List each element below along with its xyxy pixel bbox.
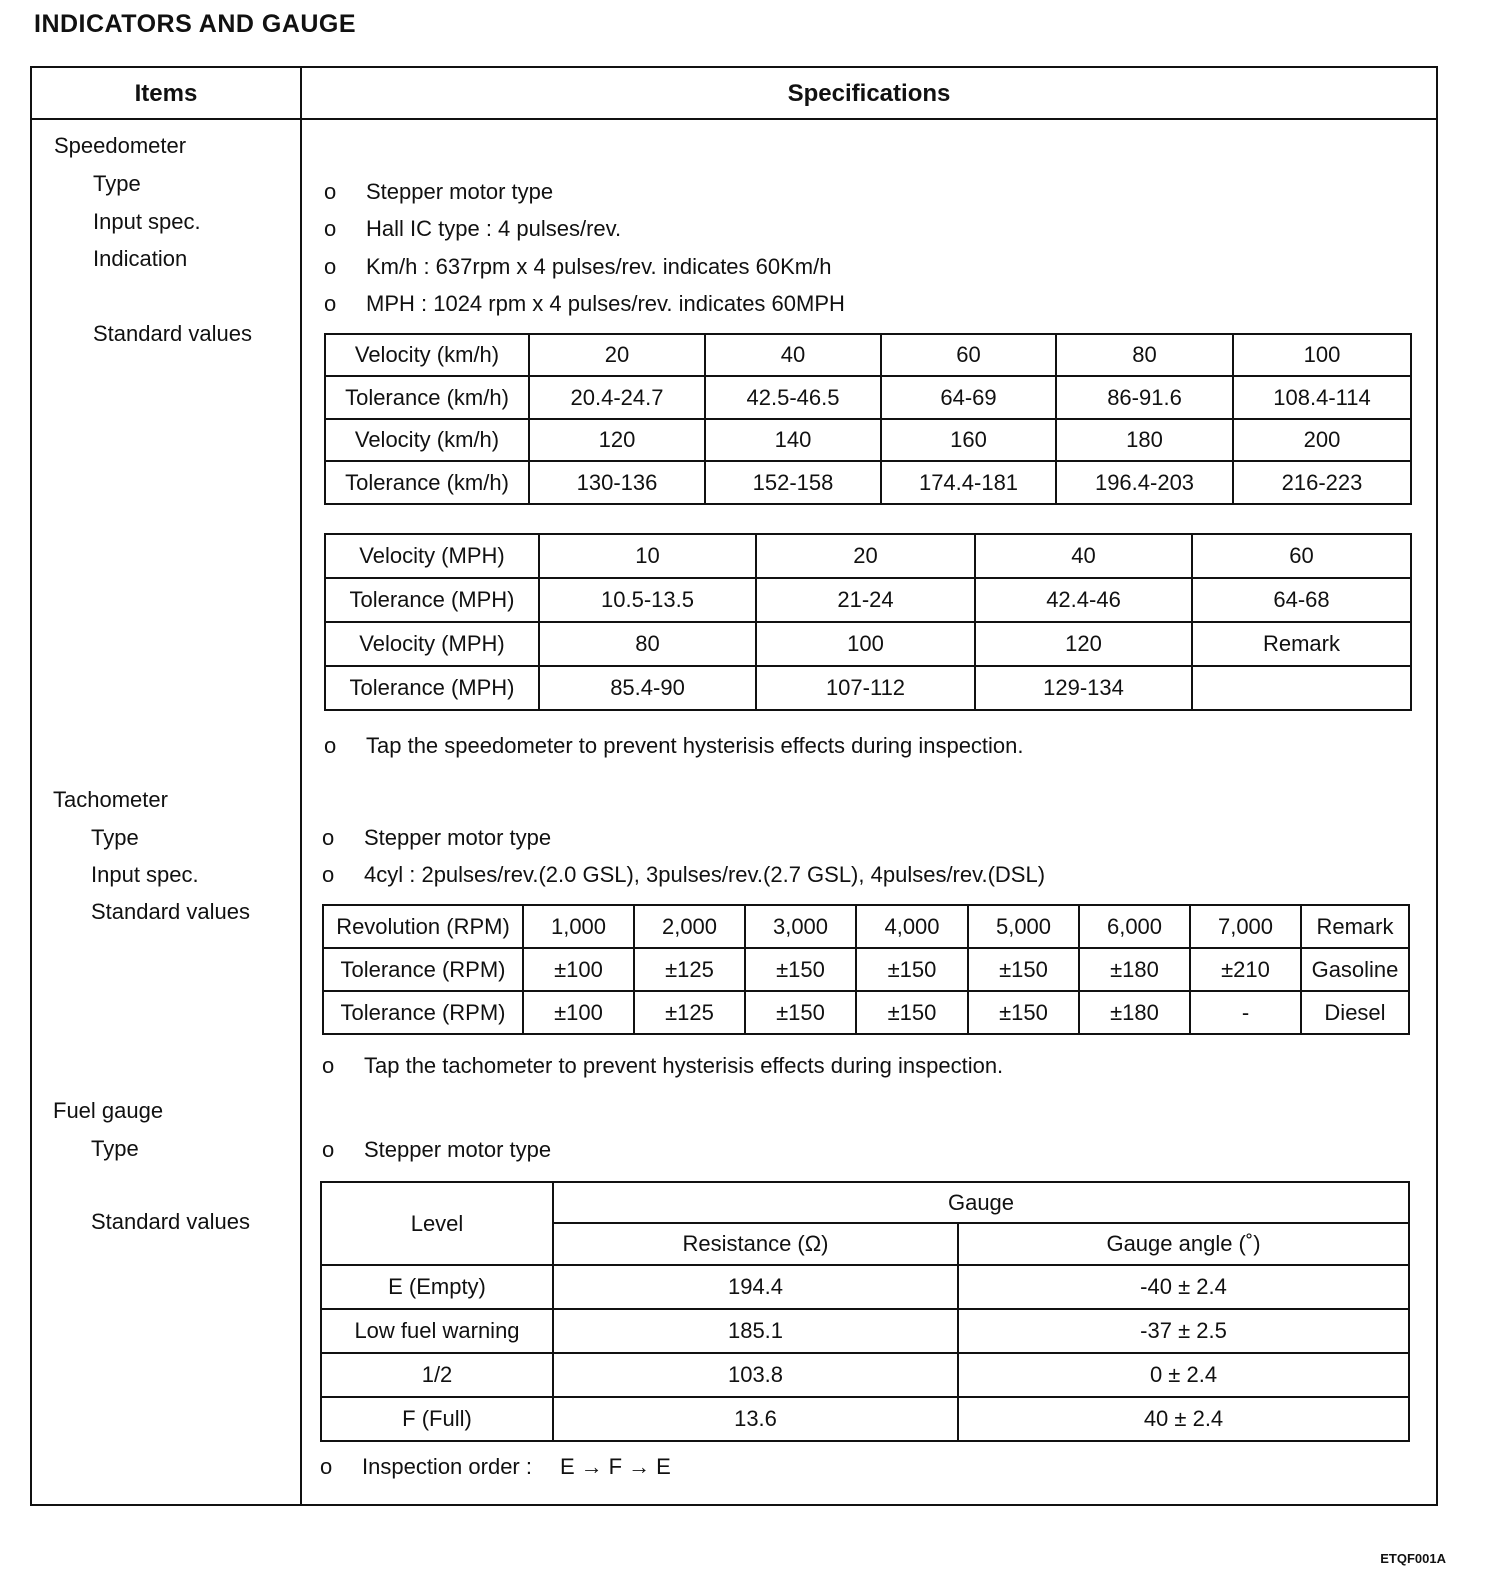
header-divider	[32, 118, 1436, 120]
row-label-cell: Velocity (km/h)	[325, 334, 529, 376]
table-row	[321, 1397, 1409, 1441]
table-cell: -40 ± 2.4	[958, 1265, 1409, 1309]
bullet-marker: o	[322, 825, 335, 850]
table-cell: 20.4-24.7	[529, 376, 705, 419]
row-label-cell: Velocity (MPH)	[325, 622, 539, 666]
row-label-cell: Tolerance (RPM)	[323, 948, 523, 991]
row-label-cell: 1/2	[321, 1353, 553, 1397]
speedometer-indication-kmh: o Km/h : 637rpm x 4 pulses/rev. indicates 60Km/h	[324, 254, 832, 279]
table-cell: -	[1190, 991, 1301, 1034]
table-cell: 21-24	[756, 578, 975, 622]
speedometer-input-value: o Hall IC type : 4 pulses/rev.	[324, 216, 622, 241]
table-cell: 130-136	[529, 461, 705, 504]
row-label-cell: F (Full)	[321, 1397, 553, 1441]
table-row	[325, 666, 1411, 710]
table-cell: 129-134	[975, 666, 1192, 710]
column-divider	[300, 68, 302, 1504]
tachometer-table	[322, 904, 1410, 1035]
table-cell: -37 ± 2.5	[958, 1309, 1409, 1353]
table-cell: ±180	[1079, 991, 1190, 1034]
table-cell: 196.4-203	[1056, 461, 1233, 504]
table-cell: 80	[539, 622, 756, 666]
gauge-angle-header: Gauge angle (˚)	[958, 1223, 1409, 1265]
tachometer-note: o Tap the tachometer to prevent hysterisis effects during inspection.	[322, 1053, 1004, 1078]
gauge-header: Gauge	[553, 1182, 1409, 1223]
speedometer-kmh-table	[324, 333, 1412, 505]
tachometer-type-value: o Stepper motor type	[322, 825, 552, 850]
fuel-gauge-standard-label: Standard values	[91, 1209, 250, 1234]
table-cell: 20	[529, 334, 705, 376]
fuel-gauge-type-value: o Stepper motor type	[322, 1137, 552, 1162]
arrow-right-icon: →	[628, 1454, 651, 1479]
table-row	[321, 1265, 1409, 1309]
table-cell: 100	[756, 622, 975, 666]
page-title: INDICATORS AND GAUGE	[34, 10, 357, 38]
table-row	[323, 991, 1409, 1034]
table-cell: 40 ± 2.4	[958, 1397, 1409, 1441]
bullet-marker: o	[322, 1137, 335, 1162]
table-cell: 1,000	[523, 905, 634, 948]
fuel-gauge-table	[320, 1181, 1410, 1442]
table-cell: 194.4	[553, 1265, 958, 1309]
row-label-cell: Tolerance (RPM)	[323, 991, 523, 1034]
tachometer-input-value: o 4cyl : 2pulses/rev.(2.0 GSL), 3pulses/rev.(2.7 GSL), 4pulses/rev.(DSL)	[322, 862, 1046, 887]
speedometer-standard-label: Standard values	[93, 321, 252, 346]
table-cell: 64-68	[1192, 578, 1411, 622]
table-row	[325, 461, 1411, 504]
fuel-gauge-heading: Fuel gauge	[53, 1098, 164, 1123]
inspection-order-label: Inspection order :	[362, 1454, 532, 1479]
table-cell: Gasoline	[1301, 948, 1409, 991]
tachometer-type-label: Type	[91, 825, 139, 850]
table-cell: 40	[705, 334, 881, 376]
table-cell: 160	[881, 419, 1056, 461]
inspection-order	[320, 1454, 671, 1480]
table-cell: 40	[975, 534, 1192, 578]
resistance-header: Resistance (Ω)	[553, 1223, 958, 1265]
table-row	[323, 905, 1409, 948]
row-label-cell: Tolerance (MPH)	[325, 578, 539, 622]
speedometer-input-label: Input spec.	[93, 209, 201, 234]
table-cell: 80	[1056, 334, 1233, 376]
table-cell: 185.1	[553, 1309, 958, 1353]
table-cell: ±150	[968, 991, 1079, 1034]
table-cell: 6,000	[1079, 905, 1190, 948]
table-cell: 0 ± 2.4	[958, 1353, 1409, 1397]
table-row	[321, 1353, 1409, 1397]
table-cell: 10	[539, 534, 756, 578]
table-cell: ±100	[523, 991, 634, 1034]
table-cell: 10.5-13.5	[539, 578, 756, 622]
tachometer-standard-label: Standard values	[91, 899, 250, 924]
table-cell: 216-223	[1233, 461, 1411, 504]
table-cell: ±150	[745, 948, 856, 991]
table-row	[325, 534, 1411, 578]
row-label-cell: Tolerance (MPH)	[325, 666, 539, 710]
table-cell: 2,000	[634, 905, 745, 948]
speedometer-note: o Tap the speedometer to prevent hysterisis effects during inspection.	[324, 733, 1024, 758]
table-cell: 174.4-181	[881, 461, 1056, 504]
table-cell	[1192, 666, 1411, 710]
inspection-step: F	[608, 1454, 623, 1479]
arrow-right-icon: →	[580, 1454, 603, 1479]
table-cell: 85.4-90	[539, 666, 756, 710]
speedometer-type-value: o Stepper motor type	[324, 179, 554, 204]
row-label-cell: Low fuel warning	[321, 1309, 553, 1353]
bullet-marker: o	[324, 291, 337, 316]
row-label-cell: Revolution (RPM)	[323, 905, 523, 948]
table-row	[325, 376, 1411, 419]
speedometer-indication-mph: o MPH : 1024 rpm x 4 pulses/rev. indicates 60MPH	[324, 291, 845, 316]
speedometer-mph-table	[324, 533, 1412, 711]
table-row	[325, 419, 1411, 461]
table-cell: Remark	[1192, 622, 1411, 666]
table-row	[323, 948, 1409, 991]
table-cell: ±150	[745, 991, 856, 1034]
row-label-cell: Velocity (MPH)	[325, 534, 539, 578]
specifications-column-header: Specifications	[787, 80, 951, 107]
bullet-marker: o	[324, 254, 337, 279]
table-cell: ±125	[634, 991, 745, 1034]
table-cell: 20	[756, 534, 975, 578]
table-cell: 5,000	[968, 905, 1079, 948]
table-cell: 42.5-46.5	[705, 376, 881, 419]
table-cell: 3,000	[745, 905, 856, 948]
table-cell: 152-158	[705, 461, 881, 504]
level-header: Level	[321, 1182, 553, 1265]
table-cell: 100	[1233, 334, 1411, 376]
table-cell: 42.4-46	[975, 578, 1192, 622]
table-cell: 107-112	[756, 666, 975, 710]
table-cell: 86-91.6	[1056, 376, 1233, 419]
table-header-row	[321, 1182, 1409, 1223]
table-cell: 13.6	[553, 1397, 958, 1441]
table-cell: 180	[1056, 419, 1233, 461]
table-cell: 140	[705, 419, 881, 461]
table-row	[321, 1309, 1409, 1353]
inspection-step: E	[656, 1454, 671, 1479]
table-cell: 7,000	[1190, 905, 1301, 948]
speedometer-type-label: Type	[93, 171, 141, 196]
table-cell: 108.4-114	[1233, 376, 1411, 419]
table-cell: ±180	[1079, 948, 1190, 991]
tachometer-input-label: Input spec.	[91, 862, 199, 887]
table-cell: ±125	[634, 948, 745, 991]
row-label-cell: Velocity (km/h)	[325, 419, 529, 461]
bullet-marker: o	[324, 216, 337, 241]
inspection-step: E	[559, 1454, 575, 1479]
row-label-cell: Tolerance (km/h)	[325, 461, 529, 504]
bullet-marker: o	[322, 1053, 335, 1078]
bullet-marker: o	[322, 862, 335, 887]
table-cell: 4,000	[856, 905, 968, 948]
tachometer-heading: Tachometer	[53, 787, 168, 812]
row-label-cell: Tolerance (km/h)	[325, 376, 529, 419]
fuel-gauge-type-label: Type	[91, 1136, 139, 1161]
row-label-cell: E (Empty)	[321, 1265, 553, 1309]
table-cell: ±150	[968, 948, 1079, 991]
table-row	[325, 578, 1411, 622]
items-column-header: Items	[134, 80, 198, 107]
table-cell: 64-69	[881, 376, 1056, 419]
bullet-marker: o	[324, 179, 337, 204]
table-row	[325, 622, 1411, 666]
table-cell: 60	[1192, 534, 1411, 578]
table-cell: 120	[975, 622, 1192, 666]
table-cell: Remark	[1301, 905, 1409, 948]
table-cell: 200	[1233, 419, 1411, 461]
table-cell: ±210	[1190, 948, 1301, 991]
table-cell: 103.8	[553, 1353, 958, 1397]
speedometer-indication-label: Indication	[93, 246, 188, 271]
bullet-marker: o	[324, 733, 337, 758]
table-cell: ±150	[856, 948, 968, 991]
speedometer-heading: Speedometer	[54, 133, 187, 158]
table-cell: Diesel	[1301, 991, 1409, 1034]
table-cell: 120	[529, 419, 705, 461]
table-cell: ±150	[856, 991, 968, 1034]
table-cell: ±100	[523, 948, 634, 991]
table-cell: 60	[881, 334, 1056, 376]
bullet-marker: o	[320, 1454, 333, 1479]
table-row	[325, 334, 1411, 376]
figure-code: ETQF001A	[1380, 1551, 1446, 1566]
